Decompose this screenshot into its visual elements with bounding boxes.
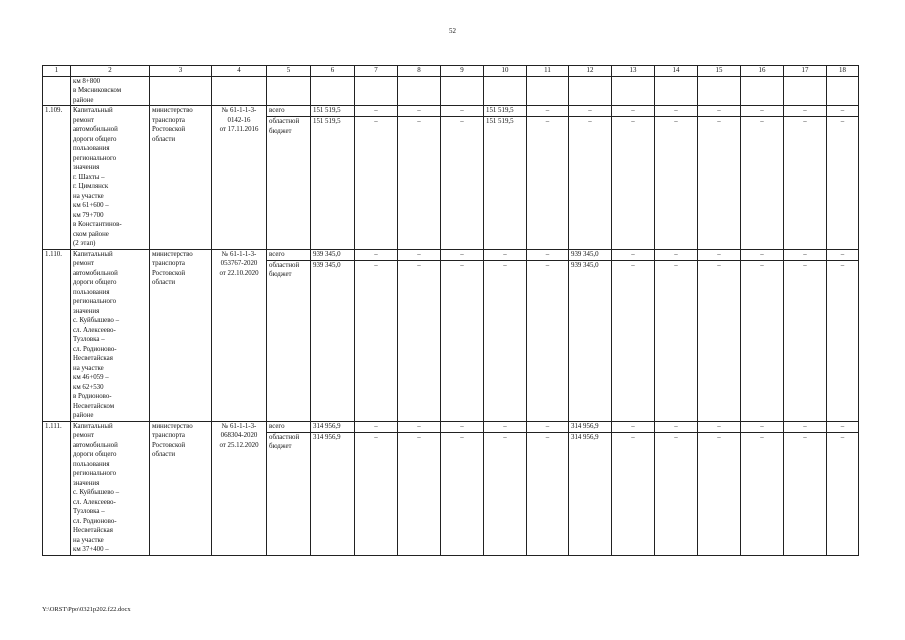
amount-cell: [441, 106, 484, 250]
amount-regional-budget: –: [631, 118, 635, 125]
customer: [150, 421, 212, 555]
customer-line: Ростовской: [152, 269, 186, 277]
amount-regional-budget: 314 956,9: [571, 433, 599, 441]
customer-line: области: [152, 279, 176, 286]
table-row: [43, 421, 859, 555]
amount-total: –: [655, 250, 697, 261]
amount-total: –: [784, 106, 826, 117]
customer-line: области: [152, 451, 176, 458]
amount-total: –: [441, 250, 483, 261]
funding-source-text: бюджет: [269, 443, 292, 450]
table-row: [43, 249, 859, 421]
amount-cell: [741, 106, 784, 250]
file-path-footer: Y:\ORST\Ppo\0321p202.f22.docx: [42, 606, 131, 613]
table-row: [43, 106, 859, 250]
amount-cell: [612, 106, 655, 250]
amount-regional-budget: –: [840, 261, 845, 269]
amount-total: –: [827, 422, 858, 433]
funding-source-item: [267, 106, 310, 117]
object-name-line: пользования: [73, 288, 110, 296]
funding-source: [267, 249, 311, 421]
budget-table: [42, 65, 859, 556]
amount-cell: [441, 249, 484, 421]
amount-cell: [655, 421, 698, 555]
table-cell: [569, 76, 612, 106]
amount-total: 939 345,0: [311, 250, 354, 261]
object-name-line: автомобильной: [73, 441, 118, 449]
amount-regional-budget: –: [545, 433, 550, 441]
row-number: 1.111.: [43, 421, 71, 555]
amount-total: –: [398, 250, 440, 261]
amount-cell: [398, 106, 441, 250]
amount-cell: [698, 106, 741, 250]
amount-total: –: [698, 422, 740, 433]
column-number: 8: [398, 66, 441, 77]
amount-total: –: [827, 106, 858, 117]
funding-source: [267, 421, 311, 555]
funding-source-item: [269, 433, 308, 452]
amount-cell: [355, 106, 398, 250]
object-name: [71, 421, 150, 555]
amount-regional-budget: –: [717, 433, 721, 441]
document-line: № 61-1-1-3-: [221, 107, 257, 114]
object-name-line: с. Куйбышево –: [73, 317, 120, 324]
amount-total: 939 345,0: [569, 250, 611, 261]
amount-cell: [655, 106, 698, 250]
amount-total: 314 956,9: [569, 422, 611, 433]
amount-total: –: [527, 106, 568, 117]
object-name-line: км 61+600 –: [73, 202, 109, 209]
amount-regional-budget: –: [460, 261, 464, 269]
amount-total: –: [698, 106, 740, 117]
object-name-line: значения: [73, 307, 100, 315]
object-name-line: регионального: [73, 298, 117, 305]
column-number: 11: [527, 66, 569, 77]
column-number: 12: [569, 66, 612, 77]
amount-cell: [827, 249, 859, 421]
object-name-line: Несветайском: [73, 402, 115, 410]
table-cell: [655, 76, 698, 106]
column-number-row: [43, 66, 859, 77]
amount-cell: [612, 249, 655, 421]
amount-regional-budget: –: [760, 433, 764, 441]
object-name-line: ремонт: [73, 260, 95, 267]
table-cell: [698, 76, 741, 106]
column-number: 14: [655, 66, 698, 77]
amount-regional-budget: –: [631, 433, 635, 441]
funding-source-item: [269, 117, 308, 136]
amount-cell: [311, 421, 355, 555]
amount-regional-budget: –: [803, 118, 807, 125]
object-name-line: на участке: [73, 192, 104, 200]
customer-line: транспорта: [152, 432, 185, 439]
funding-source-item: [267, 422, 310, 433]
table-cell: [784, 76, 827, 106]
object-name-line: ремонт: [73, 432, 95, 439]
amount-total: –: [784, 250, 826, 261]
amount-regional-budget: –: [417, 118, 421, 125]
amount-regional-budget: –: [503, 261, 507, 269]
amount-total: –: [784, 422, 826, 433]
funding-source-text: всего: [269, 422, 285, 430]
customer-line: Ростовской: [152, 441, 186, 449]
page-number: 52: [449, 27, 456, 35]
amount-total: –: [355, 422, 397, 433]
amount-cell: [698, 249, 741, 421]
table-cell: [150, 76, 212, 106]
amount-total: –: [527, 250, 568, 261]
table-cell: [355, 76, 398, 106]
object-name-line: км 46+059 –: [73, 374, 109, 381]
amount-regional-budget: –: [717, 118, 721, 125]
object-name-line: автомобильной: [73, 126, 118, 133]
object-name-line: пользования: [73, 145, 110, 152]
object-name-line: км 37+400 –: [73, 546, 109, 553]
amount-regional-budget: –: [374, 433, 378, 441]
amount-regional-budget: –: [460, 433, 464, 441]
amount-regional-budget: 939 345,0: [313, 261, 341, 269]
amount-total: –: [484, 422, 526, 433]
object-name-line: в Константинов-: [73, 221, 122, 228]
amount-cell: [784, 421, 827, 555]
approval-document: [212, 421, 267, 555]
object-name-line: автомобильной: [73, 269, 118, 277]
row-number: 1.110.: [43, 249, 71, 421]
customer-line: министерство: [152, 250, 193, 258]
amount-total: –: [484, 250, 526, 261]
amount-regional-budget: –: [803, 261, 807, 269]
approval-document: [212, 106, 267, 250]
amount-total: –: [655, 106, 697, 117]
amount-regional-budget: –: [417, 433, 421, 441]
customer-line: министерство: [152, 422, 193, 430]
funding-source-text: областной: [269, 118, 300, 125]
document-line: от 17.11.2016: [219, 126, 259, 133]
column-number: 9: [441, 66, 484, 77]
document-line: 0142-16: [227, 116, 251, 124]
amount-total: –: [569, 106, 611, 117]
funding-source-item: [267, 250, 310, 261]
document-line: № 61-1-1-3-: [221, 250, 257, 258]
amount-regional-budget: –: [545, 118, 550, 125]
amount-total: –: [827, 250, 858, 261]
amount-regional-budget: –: [840, 433, 845, 441]
document-line: 053767-2020: [220, 260, 258, 267]
table-cell: [827, 76, 859, 106]
object-name-line: сл. Алексеево-: [73, 498, 116, 506]
object-name-line: г. Шахты –: [73, 173, 105, 181]
object-name-line: на участке: [73, 536, 104, 544]
amount-total: 151 519,5: [484, 106, 526, 117]
object-name-line: км 8+800: [73, 77, 101, 85]
amount-cell: [612, 421, 655, 555]
amount-regional-budget: –: [588, 118, 592, 125]
amount-total: –: [527, 422, 568, 433]
object-name: [71, 249, 150, 421]
amount-regional-budget: –: [631, 261, 635, 269]
column-number: 3: [150, 66, 212, 77]
amount-total: –: [441, 422, 483, 433]
continuation-row: [43, 76, 859, 106]
object-name-line: ском районе: [73, 230, 109, 238]
table-cell: [527, 76, 569, 106]
object-name-line: (2 этап): [73, 240, 96, 247]
amount-cell: [741, 421, 784, 555]
amount-total: –: [441, 106, 483, 117]
amount-regional-budget: 151 519,5: [486, 118, 514, 125]
funding-source: [267, 106, 311, 250]
table-cell: [612, 76, 655, 106]
object-name-line: пользования: [73, 460, 110, 468]
document-line: 068304-2020: [220, 432, 258, 439]
column-number: 1: [43, 66, 71, 77]
table-cell: [43, 76, 71, 106]
object-name-line: значения: [73, 479, 100, 487]
amount-cell: [741, 249, 784, 421]
amount-cell: [698, 421, 741, 555]
table-cell: [212, 76, 267, 106]
document-line: от 25.12.2020: [219, 441, 259, 449]
object-name-line: регионального: [73, 154, 117, 162]
object-name-line: районе: [73, 412, 94, 419]
column-number: 13: [612, 66, 655, 77]
column-number: 2: [71, 66, 150, 77]
object-name-line: регионального: [73, 470, 117, 477]
column-number: 5: [267, 66, 311, 77]
column-number: 10: [484, 66, 527, 77]
document-line: № 61-1-1-3-: [221, 422, 257, 430]
amount-regional-budget: –: [417, 261, 421, 269]
object-name-line: с. Куйбышево –: [73, 489, 120, 496]
amount-total: –: [355, 106, 397, 117]
object-name-line: Тузловка –: [73, 336, 105, 343]
amount-total: –: [398, 422, 440, 433]
object-name-line: Тузловка –: [73, 508, 105, 515]
table-body: [43, 66, 859, 556]
amount-total: –: [741, 422, 783, 433]
table-cell: [398, 76, 441, 106]
table-cell: [484, 76, 527, 106]
object-name-line: г. Цимлянск: [73, 183, 109, 190]
object-name-line: дороги общего: [73, 135, 117, 143]
amount-regional-budget: –: [545, 261, 550, 269]
amount-cell: [398, 249, 441, 421]
amount-regional-budget: –: [503, 433, 507, 441]
customer-line: области: [152, 135, 176, 143]
amount-regional-budget: –: [803, 433, 807, 441]
object-name-line: значения: [73, 164, 100, 171]
column-number: 16: [741, 66, 784, 77]
amount-cell: [355, 421, 398, 555]
funding-source-text: всего: [269, 107, 285, 114]
amount-total: 314 956,9: [311, 422, 354, 433]
amount-total: –: [741, 106, 783, 117]
row-number: 1.109.: [43, 106, 71, 250]
column-number: 18: [827, 66, 859, 77]
amount-cell: [527, 421, 569, 555]
table-cell: [441, 76, 484, 106]
column-number: 6: [311, 66, 355, 77]
amount-cell: [355, 249, 398, 421]
amount-total: –: [398, 106, 440, 117]
table-cell: [267, 76, 311, 106]
amount-regional-budget: 939 345,0: [571, 261, 599, 269]
amount-cell: [484, 421, 527, 555]
amount-cell: [311, 249, 355, 421]
amount-cell: [441, 421, 484, 555]
customer-line: министерство: [152, 107, 193, 114]
object-name-line: в Родионово-: [73, 393, 112, 400]
object-name: [71, 106, 150, 250]
amount-cell: [784, 106, 827, 250]
funding-source-text: бюджет: [269, 271, 292, 278]
amount-regional-budget: –: [374, 118, 378, 125]
column-number: 17: [784, 66, 827, 77]
amount-total: –: [612, 106, 654, 117]
object-name-line: км 62+530: [73, 383, 104, 391]
table-cell: [311, 76, 355, 106]
amount-total: –: [655, 422, 697, 433]
object-name-line: Капитальный: [73, 250, 113, 258]
amount-regional-budget: –: [374, 261, 378, 269]
funding-source-text: областной: [269, 433, 300, 441]
amount-total: –: [698, 250, 740, 261]
column-number: 7: [355, 66, 398, 77]
amount-cell: [655, 249, 698, 421]
customer: [150, 106, 212, 250]
amount-total: –: [741, 250, 783, 261]
object-name-line: сл. Алексеево-: [73, 326, 116, 334]
approval-document: [212, 249, 267, 421]
object-name-line: дороги общего: [73, 279, 117, 286]
amount-cell: [784, 249, 827, 421]
amount-cell: [527, 106, 569, 250]
table-cell: [71, 76, 150, 106]
funding-source-item: [269, 261, 308, 280]
amount-cell: [398, 421, 441, 555]
object-name-line: районе: [73, 96, 94, 104]
object-name-line: сл. Родионово-: [73, 345, 117, 353]
column-number: 15: [698, 66, 741, 77]
amount-cell: [527, 249, 569, 421]
customer-line: транспорта: [152, 260, 185, 267]
amount-cell: [827, 421, 859, 555]
amount-regional-budget: –: [460, 118, 464, 125]
amount-total: –: [612, 422, 654, 433]
object-name-line: км 79+700: [73, 211, 104, 219]
amount-regional-budget: 314 956,9: [313, 433, 341, 441]
customer-line: транспорта: [152, 116, 185, 124]
amount-total: –: [355, 250, 397, 261]
funding-source-text: всего: [269, 250, 285, 258]
object-name-line: Капитальный: [73, 422, 113, 430]
customer: [150, 249, 212, 421]
column-number: 4: [212, 66, 267, 77]
amount-regional-budget: –: [840, 118, 845, 125]
amount-cell: [827, 106, 859, 250]
amount-cell: [569, 106, 612, 250]
amount-regional-budget: –: [760, 118, 764, 125]
object-name-line: сл. Родионово-: [73, 517, 117, 525]
amount-total: 151 519,5: [311, 106, 354, 117]
object-name-line: в Мясниковском: [73, 87, 122, 94]
funding-source-text: областной: [269, 261, 300, 269]
amount-regional-budget: –: [674, 433, 678, 441]
amount-cell: [484, 106, 527, 250]
object-name-line: дороги общего: [73, 451, 117, 458]
amount-cell: [569, 421, 612, 555]
customer-line: Ростовской: [152, 126, 186, 133]
amount-cell: [484, 249, 527, 421]
amount-regional-budget: –: [674, 261, 678, 269]
object-name-line: Капитальный: [73, 107, 113, 114]
document-line: от 22.10.2020: [219, 269, 259, 277]
amount-cell: [311, 106, 355, 250]
object-name-line: Несветайская: [73, 355, 113, 362]
amount-regional-budget: –: [760, 261, 764, 269]
table-cell: [741, 76, 784, 106]
object-name-line: Несветайская: [73, 527, 113, 534]
amount-regional-budget: 151 519,5: [313, 118, 341, 125]
amount-regional-budget: –: [674, 118, 678, 125]
object-name-line: на участке: [73, 364, 104, 372]
amount-total: –: [612, 250, 654, 261]
amount-cell: [569, 249, 612, 421]
funding-source-text: бюджет: [269, 127, 292, 135]
object-name-line: ремонт: [73, 116, 95, 124]
amount-regional-budget: –: [717, 261, 721, 269]
